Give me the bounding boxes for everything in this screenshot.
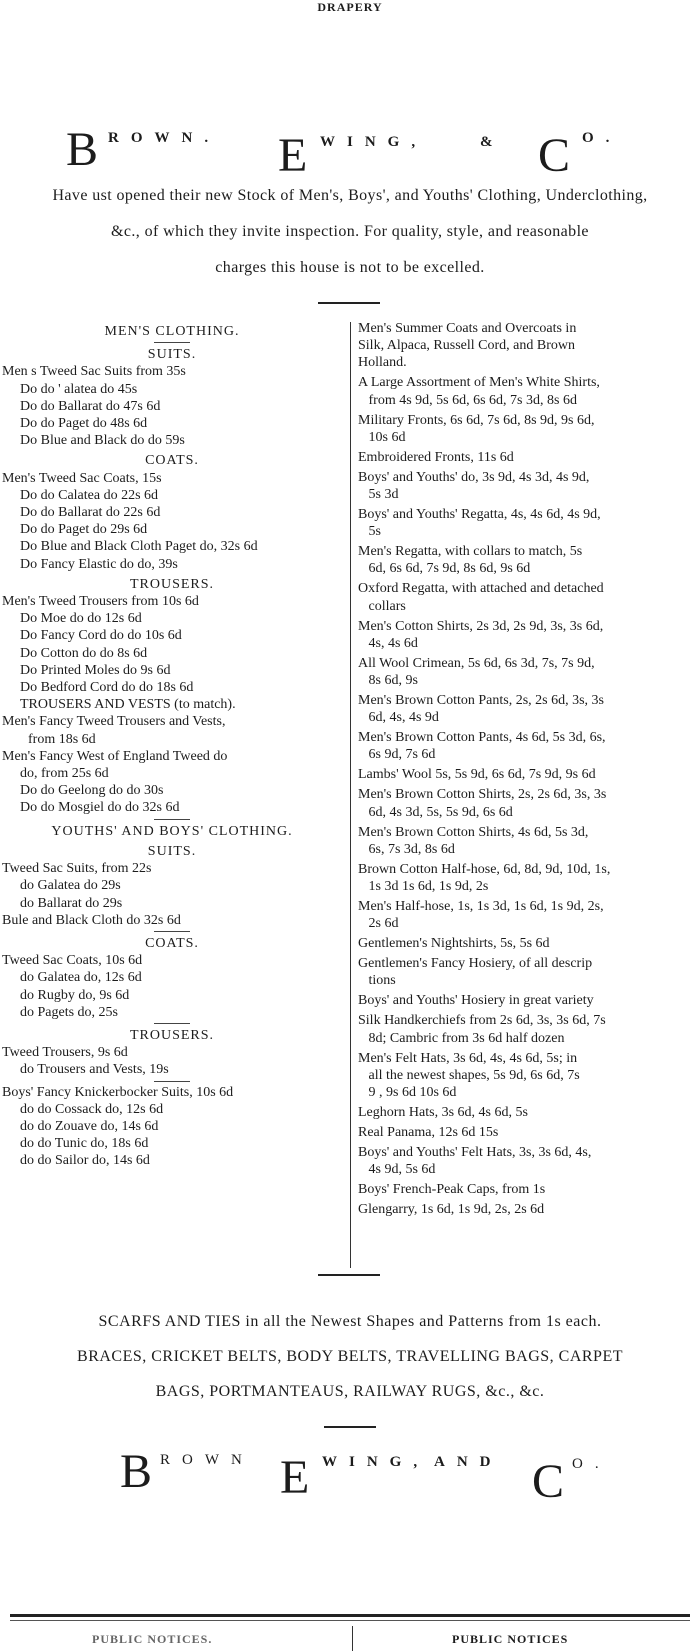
price-line: Do do Ballarat do 47s 6d: [20, 398, 161, 414]
firm-word-rown: ROWN.: [108, 130, 221, 146]
initial-e: E: [278, 129, 308, 182]
price-line: do do Tunic do, 18s 6d: [20, 1136, 149, 1152]
section-heading: TROUSERS.: [129, 1027, 215, 1043]
firm-word-wing: WING,: [320, 134, 428, 150]
divider: [324, 1426, 376, 1428]
mens-clothing-column: [2, 320, 342, 1170]
price-line: All Wool Crimean, 5s 6d, 6s 3d, 7s, 7s 9d,: [358, 655, 595, 671]
intro-line: Have ust opened their new Stock of Men's, Boys', and Youths' Clothing, Underclothing,: [52, 187, 648, 204]
price-line: Boys' French-Peak Caps, from 1s: [358, 1182, 546, 1198]
footer-divider: [352, 1626, 353, 1651]
section-rule: [154, 1081, 190, 1082]
divider: [318, 1274, 380, 1276]
section-rule: [154, 819, 190, 820]
price-line: Boys' and Youths' Hosiery in great variety: [358, 993, 594, 1009]
price-line: Do Cotton do do 8s 6d: [20, 645, 148, 661]
price-line: Do Bedford Cord do do 18s 6d: [20, 680, 194, 696]
price-line: Men's Felt Hats, 3s 6d, 4s, 4s 6d, 5s; in: [358, 1050, 578, 1066]
price-line: Men's Brown Cotton Pants, 4s 6d, 5s 3d, 6s,: [358, 730, 606, 746]
price-line: do Galatea do 29s: [20, 878, 121, 894]
price-line: Gentlemen's Fancy Hosiery, of all descrip: [358, 956, 593, 972]
price-line: Men's Summer Coats and Overcoats in: [358, 321, 577, 336]
price-line: 8d; Cambric from 3s 6d half dozen: [358, 1030, 565, 1046]
price-line: 4s, 4s 6d: [358, 635, 418, 651]
price-line: 5s: [358, 524, 381, 540]
running-head: DRAPERY: [317, 0, 383, 14]
accessories-line: SCARFS AND TIES in all the Newest Shapes and Patterns from 1s each.: [98, 1313, 602, 1330]
price-line: Men's Tweed Trousers from 10s 6d: [2, 594, 199, 610]
price-line: 6d, 4s, 4s 9d: [358, 710, 439, 726]
price-line: 6d, 4s 3d, 5s, 5s 9d, 6s 6d: [358, 804, 513, 820]
initial-c: C: [538, 129, 571, 182]
firm-name-top: [0, 120, 700, 184]
shirts-hosiery-column: [358, 320, 698, 1218]
initial-e: E: [280, 1451, 310, 1504]
price-line: Do do Mosgiel do do 32s 6d: [20, 800, 180, 816]
price-line: Bule and Black Cloth do 32s 6d: [2, 912, 181, 928]
firm-name-bottom: [0, 1446, 700, 1510]
price-line: 5s 3d: [358, 487, 399, 503]
price-line: Glengarry, 1s 6d, 1s 9d, 2s, 2s 6d: [358, 1202, 545, 1218]
accessories-line: BRACES, CRICKET BELTS, BODY BELTS, TRAVELLING BAGS, CARPET: [77, 1348, 623, 1365]
initial-b: B: [66, 123, 99, 176]
price-line: 2s 6d: [358, 916, 399, 932]
price-line: Do do Paget do 48s 6d: [20, 416, 148, 432]
price-line: Do do Calatea do 22s 6d: [20, 487, 159, 503]
intro-line: &c., of which they invite inspection. For quality, style, and reasonable: [111, 223, 589, 240]
price-line: do Trousers and Vests, 19s: [20, 1062, 169, 1078]
footer-rule: [10, 1614, 690, 1617]
initial-c: C: [532, 1455, 565, 1508]
section-heading: SUITS.: [147, 347, 197, 363]
price-line: 9 , 9s 6d 10s 6d: [358, 1085, 457, 1101]
price-line: Do do Ballarat do 22s 6d: [20, 505, 161, 521]
price-line: do do Sailor do, 14s 6d: [20, 1153, 150, 1169]
price-line: Brown Cotton Half-hose, 6d, 8d, 9d, 10d, 1s,: [358, 861, 611, 877]
price-line: Gentlemen's Nightshirts, 5s, 5s 6d: [358, 936, 550, 952]
price-line: Men s Tweed Sac Suits from 35s: [2, 364, 186, 380]
price-line: do Ballarat do 29s: [20, 895, 123, 911]
price-line: Do Blue and Black do do 59s: [20, 433, 185, 449]
price-line: Men's Brown Cotton Shirts, 4s 6d, 5s 3d,: [358, 824, 589, 840]
price-line: do, from 25s 6d: [20, 766, 109, 782]
price-line: Men's Fancy Tweed Trousers and Vests,: [2, 714, 226, 730]
section-heading: TROUSERS.: [129, 576, 215, 592]
price-line: Tweed Sac Suits, from 22s: [2, 861, 152, 877]
price-line: 6s 9d, 7s 6d: [358, 747, 436, 763]
price-line: Silk, Alpaca, Russell Cord, and Brown: [358, 338, 575, 354]
price-line: Do Fancy Elastic do do, 39s: [20, 556, 178, 572]
price-line: Do Printed Moles do 9s 6d: [20, 662, 171, 678]
intro-paragraph: [0, 178, 700, 286]
divider: [318, 302, 380, 304]
price-line: Do do ' alatea do 45s: [20, 381, 138, 397]
firm-word-and: AND: [434, 1454, 503, 1470]
price-line: Men's Regatta, with collars to match, 5s: [358, 544, 583, 560]
footer-right-heading: PUBLIC NOTICES: [452, 1632, 569, 1646]
price-line: Tweed Sac Coats, 10s 6d: [2, 953, 143, 969]
price-line: Lambs' Wool 5s, 5s 9d, 6s 6d, 7s 9d, 9s 6d: [358, 767, 596, 783]
column-divider: [350, 322, 351, 1268]
accessories-line: BAGS, PORTMANTEAUS, RAILWAY RUGS, &c., &c.: [155, 1383, 545, 1400]
footer-rule-thin: [10, 1620, 690, 1621]
section-rule: [154, 1023, 190, 1024]
price-line: tions: [358, 973, 396, 989]
price-line: Men's Brown Cotton Shirts, 2s, 2s 6d, 3s, 3s: [358, 787, 607, 803]
price-line: Men's Brown Cotton Pants, 2s, 2s 6d, 3s, 3s: [358, 693, 604, 709]
section-rule: [154, 342, 190, 343]
firm-word-o: O.: [572, 1456, 611, 1472]
price-line: 4s 9d, 5s 6d: [358, 1162, 436, 1178]
price-line: Men's Cotton Shirts, 2s 3d, 2s 9d, 3s, 3s 6d,: [358, 618, 604, 634]
price-line: do Pagets do, 25s: [20, 1004, 118, 1020]
footer-left-heading: PUBLIC NOTICES.: [92, 1632, 213, 1646]
price-line: Do do Paget do 29s 6d: [20, 522, 148, 538]
intro-line: charges this house is not to be excelled.: [215, 259, 485, 276]
price-line: Leghorn Hats, 3s 6d, 4s 6d, 5s: [358, 1105, 528, 1121]
price-line: all the newest shapes, 5s 9d, 6s 6d, 7s: [358, 1067, 580, 1083]
section-rule: [154, 931, 190, 932]
price-line: Do Moe do do 12s 6d: [20, 611, 142, 627]
price-line: do do Zouave do, 14s 6d: [20, 1118, 159, 1134]
firm-word-o: O.: [582, 130, 622, 146]
price-line: collars: [358, 598, 406, 614]
price-line: Boys' and Youths' Regatta, 4s, 4s 6d, 4s 9d,: [358, 507, 601, 523]
section-heading: COATS.: [145, 935, 199, 951]
price-line: Do Blue and Black Cloth Paget do, 32s 6d: [20, 539, 258, 555]
price-line: do Rugby do, 9s 6d: [20, 987, 130, 1003]
price-line: 6d, 6s 6d, 7s 9d, 8s 6d, 9s 6d: [358, 561, 531, 577]
price-line: Do Fancy Cord do do 10s 6d: [20, 628, 182, 644]
price-line: do Galatea do, 12s 6d: [20, 970, 142, 986]
price-line: Oxford Regatta, with attached and detached: [358, 581, 604, 597]
firm-ampersand: &: [480, 134, 505, 150]
firm-word-rown: ROWN: [160, 1452, 254, 1468]
firm-word-wing: WING,: [322, 1454, 430, 1470]
price-line: Real Panama, 12s 6d 15s: [358, 1125, 499, 1141]
price-line: Boys' Fancy Knickerbocker Suits, 10s 6d: [2, 1084, 234, 1100]
price-line: 6s, 7s 3d, 8s 6d: [358, 841, 455, 857]
price-line: Holland.: [358, 355, 407, 371]
price-line: from 18s 6d: [28, 731, 96, 747]
price-line: Men's Fancy West of England Tweed do: [2, 748, 228, 764]
price-line: from 4s 9d, 5s 6d, 6s 6d, 7s 3d, 8s 6d: [358, 392, 577, 408]
price-line: do do Cossack do, 12s 6d: [20, 1101, 164, 1117]
price-line: Silk Handkerchiefs from 2s 6d, 3s, 3s 6d, 7s: [358, 1013, 606, 1029]
price-line: Men's Half-hose, 1s, 1s 3d, 1s 6d, 1s 9d, 2s,: [358, 899, 604, 915]
initial-b: B: [120, 1445, 153, 1498]
accessories-block: [0, 1304, 700, 1409]
price-line: Military Fronts, 6s 6d, 7s 6d, 8s 9d, 9s 6d,: [358, 412, 595, 428]
section-heading: COATS.: [145, 453, 199, 469]
price-line: Boys' and Youths' do, 3s 9d, 4s 3d, 4s 9d,: [358, 469, 590, 485]
price-line: TROUSERS AND VESTS (to match).: [20, 697, 236, 713]
price-line: 8s 6d, 9s: [358, 673, 418, 689]
section-heading: SUITS.: [147, 843, 197, 859]
price-line: Boys' and Youths' Felt Hats, 3s, 3s 6d, 4s,: [358, 1145, 592, 1161]
price-line: Tweed Trousers, 9s 6d: [2, 1045, 128, 1061]
price-line: Embroidered Fronts, 11s 6d: [358, 449, 514, 465]
price-line: Men's Tweed Sac Coats, 15s: [2, 470, 162, 486]
section-heading: YOUTHS' AND BOYS' CLOTHING.: [51, 823, 293, 839]
price-line: Do do Geelong do do 30s: [20, 783, 164, 799]
section-heading: MEN'S CLOTHING.: [104, 324, 240, 339]
price-line: 10s 6d: [358, 429, 406, 445]
price-line: 1s 3d 1s 6d, 1s 9d, 2s: [358, 879, 489, 895]
price-line: A Large Assortment of Men's White Shirts,: [358, 375, 600, 391]
